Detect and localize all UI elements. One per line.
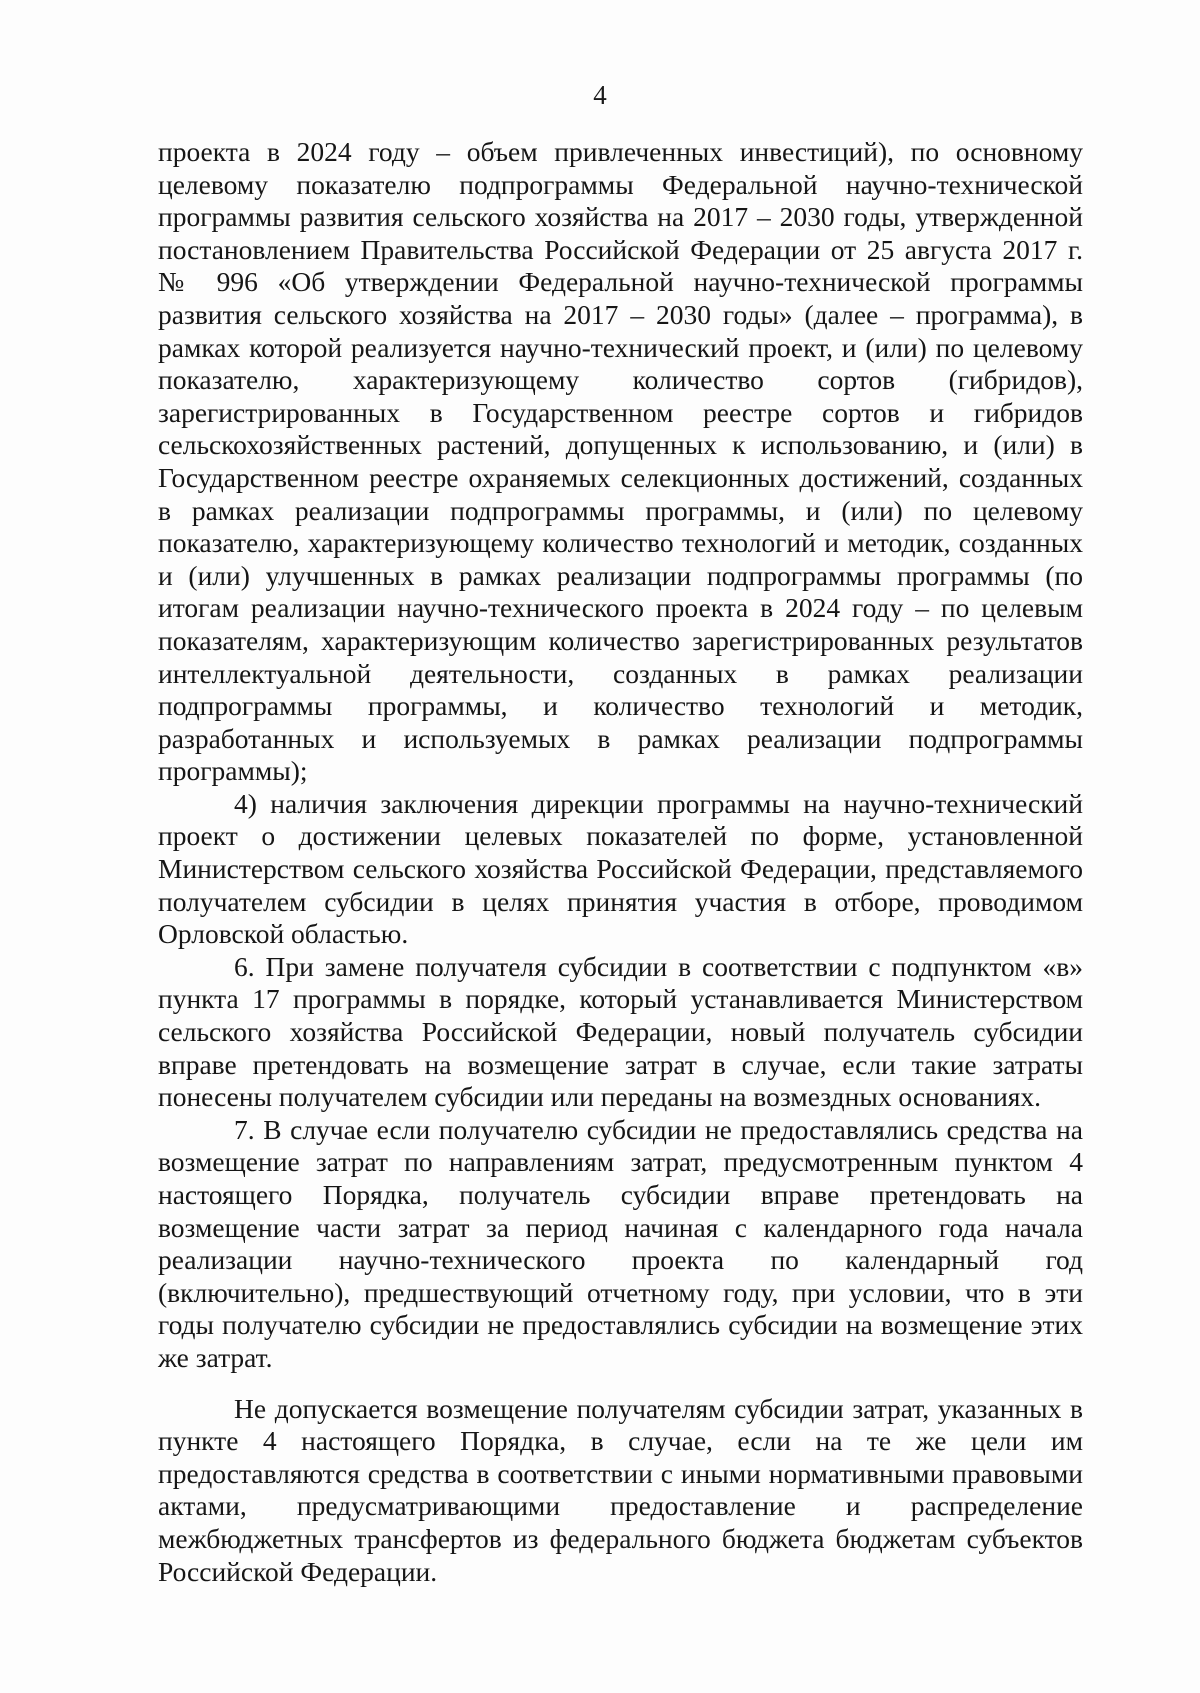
paragraph-restriction: Не допускается возмещение получателям субсидии затрат, указанных в пункте 4 настоящего Порядка, в случае, если на те же цели им предоставляются средства в соответствии с иными нормативными правовыми актами, предусматривающими предоставление и распределение межбюджетных трансфертов из федерального бюджета бюджетам субъектов Российской Федерации. — [158, 1392, 1083, 1587]
page-number: 4 — [593, 80, 607, 110]
paragraph-item-4: 4) наличия заключения дирекции программы на научно-технический проект о достижении целевых показателей по форме, установленной Министерством сельского хозяйства Российской Федерации, представляемого получателем субсидии в целях принятия участия в отборе, проводимом Орловской областью. — [158, 787, 1083, 950]
paragraph-clause-6: 6. При замене получателя субсидии в соответствии с подпунктом «в» пункта 17 программы в порядке, который устанавливается Министерством сельского хозяйства Российской Федерации, новый получатель субсидии вправе претендовать на возмещение затрат в случае, если такие затраты понесены получателем субсидии или переданы на возмездных основаниях. — [158, 950, 1083, 1113]
paragraph-clause-7: 7. В случае если получателю субсидии не предоставлялись средства на возмещение затрат по направлениям затрат, предусмотренным пунктом 4 настоящего Порядка, получатель субсидии вправе претендовать на возмещение части затрат за период начиная с календарного года начала реализации научно-технического проекта по календарный год (включительно), предшествующий отчетному году, при условии, что в эти годы получателю субсидии не предоставлялись субсидии на возмещение этих же затрат. — [158, 1113, 1083, 1373]
paragraph-continuation: проекта в 2024 году – объем привлеченных инвестиций), по основному целевому показателю подпрограммы Федеральной научно-технической программы развития сельского хозяйства на 2017 – 2030 годы, утвержденной постановлением Правительства Российской Федерации от 25 августа 2017 г. № 996 «Об утверждении Федеральной научно-технической программы развития сельского хозяйства на 2017 – 2030 годы» (далее – программа), в рамках которой реализуется научно-технический проект, и (или) по целевому показателю, характеризующему количество сортов (гибридов), зарегистрированных в Государственном реестре сортов и гибридов сельскохозяйственных растений, допущенных к использованию, и (или) в Государственном реестре охраняемых селекционных достижений, созданных в рамках реализации подпрограммы программы, и (или) по целевому показателю, характеризующему количество технологий и методик, созданных и (или) улучшенных в рамках реализации подпрограммы программы (по итогам реализации научно-технического проекта в 2024 году – по целевым показателям, характеризующим количество зарегистрированных результатов интеллектуальной деятельности, созданных в рамках реализации подпрограммы программы, и количество технологий и методик, разработанных и используемых в рамках реализации подпрограммы программы); — [158, 136, 1083, 787]
document-body — [158, 136, 1083, 1588]
